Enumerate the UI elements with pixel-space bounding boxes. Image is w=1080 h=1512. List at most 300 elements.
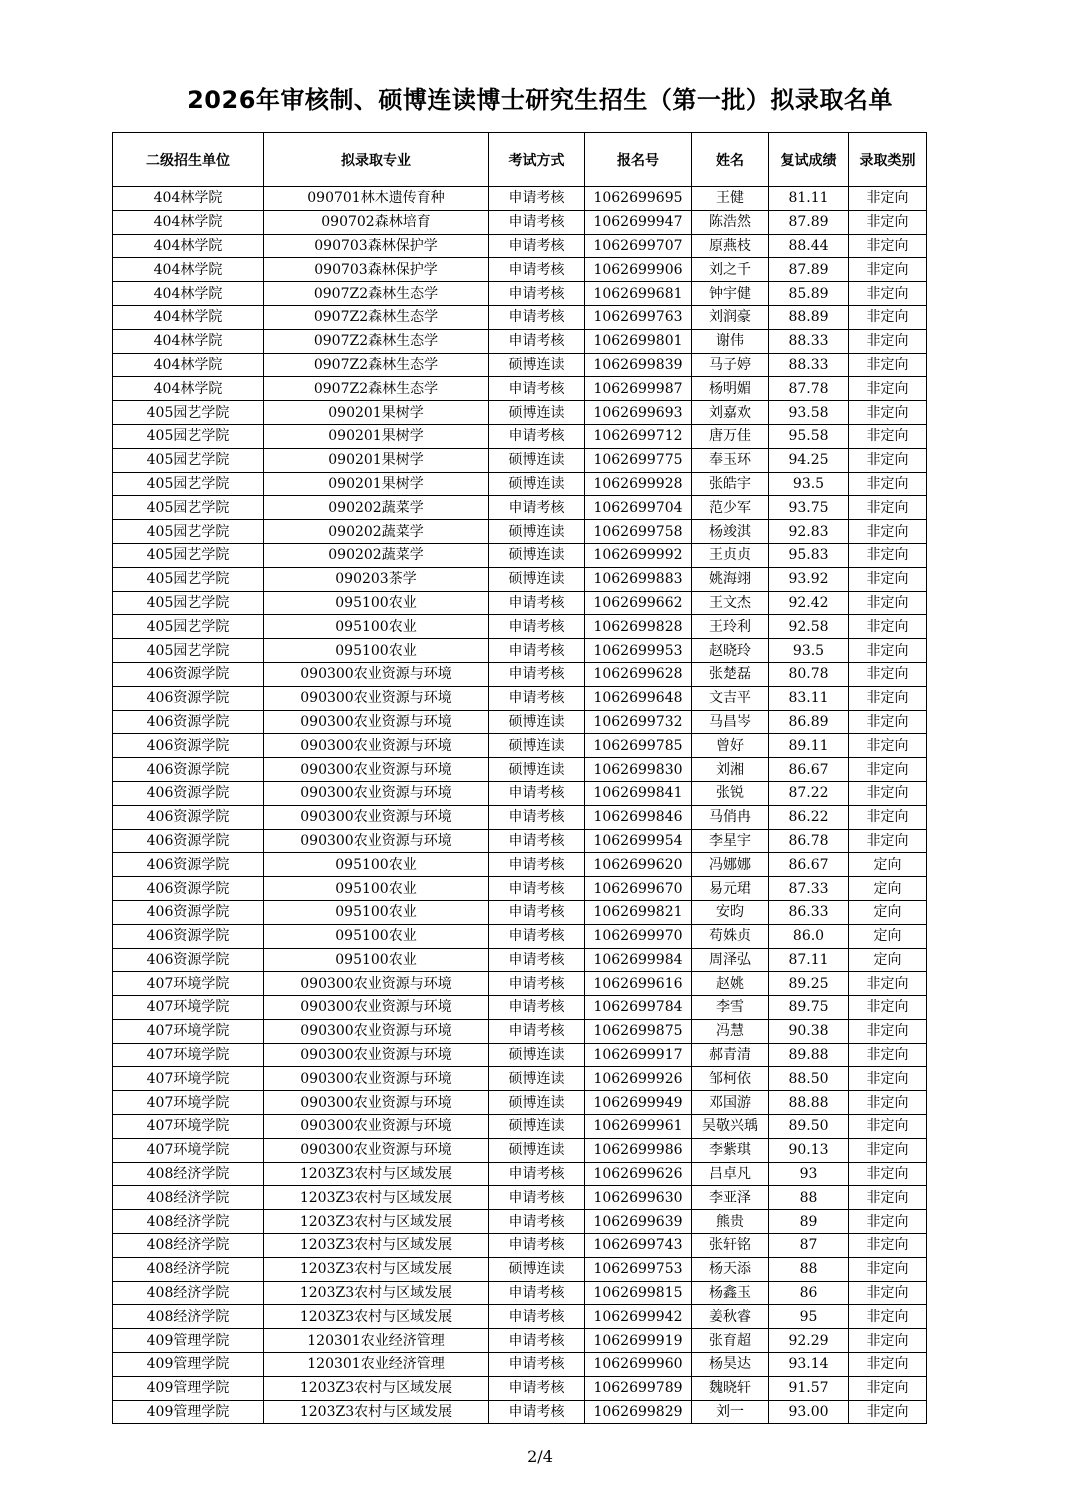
cell-exam-method: 申请考核 xyxy=(489,1400,585,1424)
cell-registration-no: 1062699753 xyxy=(585,1257,692,1281)
cell-category: 非定向 xyxy=(849,1019,927,1043)
cell-exam-method: 申请考核 xyxy=(489,924,585,948)
cell-unit: 407环境学院 xyxy=(113,1138,264,1162)
cell-score: 95.83 xyxy=(769,543,849,567)
table-row xyxy=(113,1234,927,1258)
cell-category: 非定向 xyxy=(849,829,927,853)
cell-name: 马俏冉 xyxy=(692,805,769,829)
cell-score: 88.33 xyxy=(769,353,849,377)
cell-unit: 406资源学院 xyxy=(113,829,264,853)
cell-unit: 405园艺学院 xyxy=(113,639,264,663)
cell-registration-no: 1062699789 xyxy=(585,1376,692,1400)
cell-unit: 404林学院 xyxy=(113,187,264,211)
cell-registration-no: 1062699992 xyxy=(585,543,692,567)
table-body xyxy=(113,187,927,1424)
cell-name: 周泽弘 xyxy=(692,948,769,972)
cell-score: 88.33 xyxy=(769,329,849,353)
cell-registration-no: 1062699785 xyxy=(585,734,692,758)
cell-exam-method: 申请考核 xyxy=(489,1186,585,1210)
cell-major: 090300农业资源与环境 xyxy=(264,758,489,782)
cell-registration-no: 1062699960 xyxy=(585,1353,692,1377)
cell-registration-no: 1062699707 xyxy=(585,234,692,258)
cell-category: 非定向 xyxy=(849,1186,927,1210)
cell-name: 邓国游 xyxy=(692,1091,769,1115)
table-row xyxy=(113,948,927,972)
table-row xyxy=(113,329,927,353)
table-row xyxy=(113,1353,927,1377)
cell-category: 非定向 xyxy=(849,187,927,211)
table-row xyxy=(113,496,927,520)
cell-name: 王贞贞 xyxy=(692,543,769,567)
cell-score: 89.25 xyxy=(769,972,849,996)
cell-category: 定向 xyxy=(849,853,927,877)
cell-unit: 405园艺学院 xyxy=(113,520,264,544)
cell-registration-no: 1062699875 xyxy=(585,1019,692,1043)
cell-major: 090300农业资源与环境 xyxy=(264,1019,489,1043)
cell-unit: 408经济学院 xyxy=(113,1186,264,1210)
cell-registration-no: 1062699954 xyxy=(585,829,692,853)
cell-registration-no: 1062699942 xyxy=(585,1305,692,1329)
cell-unit: 409管理学院 xyxy=(113,1400,264,1424)
cell-registration-no: 1062699821 xyxy=(585,900,692,924)
cell-registration-no: 1062699670 xyxy=(585,877,692,901)
cell-name: 马子婷 xyxy=(692,353,769,377)
cell-exam-method: 申请考核 xyxy=(489,996,585,1020)
cell-major: 0907Z2森林生态学 xyxy=(264,377,489,401)
cell-score: 92.29 xyxy=(769,1329,849,1353)
cell-score: 89 xyxy=(769,1210,849,1234)
cell-registration-no: 1062699681 xyxy=(585,282,692,306)
cell-category: 非定向 xyxy=(849,305,927,329)
cell-exam-method: 申请考核 xyxy=(489,329,585,353)
cell-major: 090203茶学 xyxy=(264,567,489,591)
cell-name: 苟姝贞 xyxy=(692,924,769,948)
cell-unit: 407环境学院 xyxy=(113,1043,264,1067)
cell-category: 非定向 xyxy=(849,520,927,544)
cell-name: 魏晓轩 xyxy=(692,1376,769,1400)
cell-name: 刘嘉欢 xyxy=(692,401,769,425)
cell-score: 93.5 xyxy=(769,472,849,496)
cell-unit: 404林学院 xyxy=(113,329,264,353)
cell-exam-method: 硕博连读 xyxy=(489,472,585,496)
cell-unit: 408经济学院 xyxy=(113,1257,264,1281)
table-row xyxy=(113,1162,927,1186)
cell-name: 杨明媚 xyxy=(692,377,769,401)
cell-score: 87.89 xyxy=(769,210,849,234)
table-row xyxy=(113,1376,927,1400)
cell-major: 1203Z3农村与区域发展 xyxy=(264,1210,489,1234)
header-major: 拟录取专业 xyxy=(264,133,489,187)
cell-name: 冯慧 xyxy=(692,1019,769,1043)
cell-name: 杨天添 xyxy=(692,1257,769,1281)
cell-unit: 405园艺学院 xyxy=(113,424,264,448)
cell-score: 86.22 xyxy=(769,805,849,829)
cell-name: 唐万佳 xyxy=(692,424,769,448)
cell-exam-method: 申请考核 xyxy=(489,234,585,258)
table-row xyxy=(113,187,927,211)
cell-category: 非定向 xyxy=(849,472,927,496)
cell-exam-method: 硕博连读 xyxy=(489,734,585,758)
cell-exam-method: 硕博连读 xyxy=(489,1115,585,1139)
cell-category: 非定向 xyxy=(849,1353,927,1377)
cell-score: 87.89 xyxy=(769,258,849,282)
cell-category: 非定向 xyxy=(849,758,927,782)
cell-exam-method: 申请考核 xyxy=(489,377,585,401)
cell-registration-no: 1062699917 xyxy=(585,1043,692,1067)
cell-name: 王玲利 xyxy=(692,615,769,639)
cell-major: 090701林木遗传育种 xyxy=(264,187,489,211)
cell-exam-method: 硕博连读 xyxy=(489,543,585,567)
cell-score: 93.58 xyxy=(769,401,849,425)
cell-name: 邹柯依 xyxy=(692,1067,769,1091)
cell-unit: 407环境学院 xyxy=(113,1067,264,1091)
cell-name: 张锐 xyxy=(692,781,769,805)
cell-registration-no: 1062699846 xyxy=(585,805,692,829)
cell-name: 原燕枝 xyxy=(692,234,769,258)
cell-name: 安昀 xyxy=(692,900,769,924)
cell-category: 非定向 xyxy=(849,1067,927,1091)
cell-category: 非定向 xyxy=(849,1376,927,1400)
cell-score: 89.50 xyxy=(769,1115,849,1139)
cell-score: 89.75 xyxy=(769,996,849,1020)
cell-unit: 406资源学院 xyxy=(113,686,264,710)
cell-registration-no: 1062699949 xyxy=(585,1091,692,1115)
cell-score: 93 xyxy=(769,1162,849,1186)
cell-unit: 407环境学院 xyxy=(113,1091,264,1115)
header-category: 录取类别 xyxy=(849,133,927,187)
cell-category: 定向 xyxy=(849,877,927,901)
table-row xyxy=(113,1091,927,1115)
cell-unit: 407环境学院 xyxy=(113,1115,264,1139)
cell-major: 090300农业资源与环境 xyxy=(264,1138,489,1162)
table-row xyxy=(113,710,927,734)
cell-score: 93.14 xyxy=(769,1353,849,1377)
cell-category: 非定向 xyxy=(849,258,927,282)
cell-score: 93.92 xyxy=(769,567,849,591)
cell-exam-method: 申请考核 xyxy=(489,781,585,805)
cell-score: 83.11 xyxy=(769,686,849,710)
cell-unit: 405园艺学院 xyxy=(113,591,264,615)
cell-name: 吕卓凡 xyxy=(692,1162,769,1186)
cell-registration-no: 1062699906 xyxy=(585,258,692,282)
cell-major: 095100农业 xyxy=(264,615,489,639)
cell-name: 李亚泽 xyxy=(692,1186,769,1210)
cell-unit: 404林学院 xyxy=(113,377,264,401)
cell-exam-method: 硕博连读 xyxy=(489,1138,585,1162)
cell-score: 93.00 xyxy=(769,1400,849,1424)
cell-exam-method: 申请考核 xyxy=(489,258,585,282)
cell-unit: 406资源学院 xyxy=(113,853,264,877)
cell-major: 090300农业资源与环境 xyxy=(264,1091,489,1115)
cell-major: 090201果树学 xyxy=(264,424,489,448)
cell-score: 81.11 xyxy=(769,187,849,211)
cell-exam-method: 申请考核 xyxy=(489,187,585,211)
cell-score: 87.78 xyxy=(769,377,849,401)
cell-score: 90.38 xyxy=(769,1019,849,1043)
cell-score: 92.83 xyxy=(769,520,849,544)
cell-registration-no: 1062699704 xyxy=(585,496,692,520)
cell-exam-method: 申请考核 xyxy=(489,1281,585,1305)
cell-registration-no: 1062699829 xyxy=(585,1400,692,1424)
cell-unit: 404林学院 xyxy=(113,353,264,377)
cell-major: 090300农业资源与环境 xyxy=(264,686,489,710)
cell-major: 090202蔬菜学 xyxy=(264,496,489,520)
table-row xyxy=(113,924,927,948)
table-row xyxy=(113,734,927,758)
cell-major: 095100农业 xyxy=(264,591,489,615)
cell-category: 非定向 xyxy=(849,1305,927,1329)
cell-name: 谢伟 xyxy=(692,329,769,353)
cell-exam-method: 申请考核 xyxy=(489,615,585,639)
table-row xyxy=(113,210,927,234)
cell-exam-method: 硕博连读 xyxy=(489,353,585,377)
table-row xyxy=(113,1115,927,1139)
cell-registration-no: 1062699639 xyxy=(585,1210,692,1234)
cell-category: 非定向 xyxy=(849,805,927,829)
cell-category: 非定向 xyxy=(849,972,927,996)
cell-score: 90.13 xyxy=(769,1138,849,1162)
cell-name: 奉玉环 xyxy=(692,448,769,472)
cell-name: 姚海翊 xyxy=(692,567,769,591)
table-row xyxy=(113,1329,927,1353)
cell-name: 姜秋睿 xyxy=(692,1305,769,1329)
table-row xyxy=(113,353,927,377)
cell-category: 非定向 xyxy=(849,567,927,591)
cell-category: 定向 xyxy=(849,948,927,972)
cell-registration-no: 1062699743 xyxy=(585,1234,692,1258)
cell-category: 非定向 xyxy=(849,377,927,401)
table-row xyxy=(113,877,927,901)
cell-category: 非定向 xyxy=(849,1257,927,1281)
cell-unit: 404林学院 xyxy=(113,305,264,329)
cell-category: 非定向 xyxy=(849,591,927,615)
cell-major: 095100农业 xyxy=(264,924,489,948)
cell-category: 非定向 xyxy=(849,496,927,520)
cell-score: 86.67 xyxy=(769,758,849,782)
cell-registration-no: 1062699986 xyxy=(585,1138,692,1162)
cell-exam-method: 申请考核 xyxy=(489,853,585,877)
cell-registration-no: 1062699841 xyxy=(585,781,692,805)
cell-registration-no: 1062699987 xyxy=(585,377,692,401)
cell-category: 非定向 xyxy=(849,1329,927,1353)
cell-exam-method: 硕博连读 xyxy=(489,1067,585,1091)
cell-category: 非定向 xyxy=(849,996,927,1020)
cell-score: 87.22 xyxy=(769,781,849,805)
cell-major: 090202蔬菜学 xyxy=(264,543,489,567)
table-row xyxy=(113,1067,927,1091)
cell-category: 非定向 xyxy=(849,781,927,805)
cell-exam-method: 申请考核 xyxy=(489,210,585,234)
cell-score: 88.88 xyxy=(769,1091,849,1115)
table-row xyxy=(113,781,927,805)
table-row xyxy=(113,1210,927,1234)
document-title: 2026年审核制、硕博连读博士研究生招生（第一批）拟录取名单 xyxy=(187,86,893,114)
cell-major: 1203Z3农村与区域发展 xyxy=(264,1186,489,1210)
cell-major: 120301农业经济管理 xyxy=(264,1353,489,1377)
cell-exam-method: 申请考核 xyxy=(489,1019,585,1043)
cell-registration-no: 1062699712 xyxy=(585,424,692,448)
cell-score: 93.75 xyxy=(769,496,849,520)
cell-score: 87 xyxy=(769,1234,849,1258)
cell-registration-no: 1062699630 xyxy=(585,1186,692,1210)
cell-exam-method: 申请考核 xyxy=(489,591,585,615)
cell-exam-method: 硕博连读 xyxy=(489,1043,585,1067)
cell-exam-method: 申请考核 xyxy=(489,639,585,663)
cell-registration-no: 1062699620 xyxy=(585,853,692,877)
cell-exam-method: 申请考核 xyxy=(489,1353,585,1377)
cell-category: 非定向 xyxy=(849,1281,927,1305)
cell-score: 95.58 xyxy=(769,424,849,448)
cell-unit: 405园艺学院 xyxy=(113,401,264,425)
cell-name: 冯娜娜 xyxy=(692,853,769,877)
table-row xyxy=(113,972,927,996)
cell-major: 095100农业 xyxy=(264,900,489,924)
cell-category: 非定向 xyxy=(849,710,927,734)
cell-registration-no: 1062699953 xyxy=(585,639,692,663)
table-row xyxy=(113,1257,927,1281)
cell-major: 1203Z3农村与区域发展 xyxy=(264,1281,489,1305)
cell-unit: 408经济学院 xyxy=(113,1162,264,1186)
cell-name: 张楚磊 xyxy=(692,662,769,686)
cell-unit: 404林学院 xyxy=(113,258,264,282)
cell-major: 090300农业资源与环境 xyxy=(264,829,489,853)
cell-registration-no: 1062699919 xyxy=(585,1329,692,1353)
cell-exam-method: 申请考核 xyxy=(489,1329,585,1353)
cell-registration-no: 1062699984 xyxy=(585,948,692,972)
cell-major: 095100农业 xyxy=(264,877,489,901)
cell-name: 赵晓玲 xyxy=(692,639,769,663)
cell-name: 李紫琪 xyxy=(692,1138,769,1162)
cell-major: 090300农业资源与环境 xyxy=(264,1115,489,1139)
cell-name: 刘润豪 xyxy=(692,305,769,329)
table-row xyxy=(113,543,927,567)
cell-exam-method: 硕博连读 xyxy=(489,448,585,472)
cell-major: 120301农业经济管理 xyxy=(264,1329,489,1353)
cell-major: 1203Z3农村与区域发展 xyxy=(264,1305,489,1329)
cell-unit: 405园艺学院 xyxy=(113,543,264,567)
cell-major: 090300农业资源与环境 xyxy=(264,734,489,758)
cell-category: 非定向 xyxy=(849,210,927,234)
table-row xyxy=(113,1186,927,1210)
header-score: 复试成绩 xyxy=(769,133,849,187)
cell-score: 88 xyxy=(769,1257,849,1281)
cell-registration-no: 1062699970 xyxy=(585,924,692,948)
table-row xyxy=(113,1138,927,1162)
cell-registration-no: 1062699732 xyxy=(585,710,692,734)
cell-name: 陈浩然 xyxy=(692,210,769,234)
table-row xyxy=(113,758,927,782)
cell-major: 0907Z2森林生态学 xyxy=(264,305,489,329)
cell-major: 090300农业资源与环境 xyxy=(264,710,489,734)
cell-score: 89.88 xyxy=(769,1043,849,1067)
table-row xyxy=(113,258,927,282)
cell-major: 090702森林培育 xyxy=(264,210,489,234)
cell-registration-no: 1062699784 xyxy=(585,996,692,1020)
table-row xyxy=(113,829,927,853)
table-row xyxy=(113,1281,927,1305)
table-row xyxy=(113,520,927,544)
cell-major: 090703森林保护学 xyxy=(264,258,489,282)
table-row xyxy=(113,448,927,472)
cell-category: 非定向 xyxy=(849,615,927,639)
cell-name: 曾好 xyxy=(692,734,769,758)
cell-category: 非定向 xyxy=(849,639,927,663)
cell-exam-method: 申请考核 xyxy=(489,900,585,924)
cell-name: 王健 xyxy=(692,187,769,211)
cell-name: 文吉平 xyxy=(692,686,769,710)
cell-score: 85.89 xyxy=(769,282,849,306)
cell-unit: 406资源学院 xyxy=(113,758,264,782)
cell-major: 090201果树学 xyxy=(264,448,489,472)
cell-registration-no: 1062699839 xyxy=(585,353,692,377)
cell-score: 88 xyxy=(769,1186,849,1210)
cell-major: 0907Z2森林生态学 xyxy=(264,353,489,377)
cell-category: 非定向 xyxy=(849,401,927,425)
table-row xyxy=(113,305,927,329)
cell-major: 0907Z2森林生态学 xyxy=(264,329,489,353)
cell-unit: 404林学院 xyxy=(113,234,264,258)
cell-name: 熊贵 xyxy=(692,1210,769,1234)
cell-score: 87.33 xyxy=(769,877,849,901)
cell-score: 86.78 xyxy=(769,829,849,853)
cell-unit: 407环境学院 xyxy=(113,1019,264,1043)
cell-unit: 405园艺学院 xyxy=(113,567,264,591)
header-exam-method: 考试方式 xyxy=(489,133,585,187)
table-row xyxy=(113,401,927,425)
table-row xyxy=(113,1043,927,1067)
cell-registration-no: 1062699830 xyxy=(585,758,692,782)
cell-name: 张皓宇 xyxy=(692,472,769,496)
cell-registration-no: 1062699763 xyxy=(585,305,692,329)
table-row xyxy=(113,686,927,710)
cell-category: 非定向 xyxy=(849,1138,927,1162)
cell-name: 刘之千 xyxy=(692,258,769,282)
cell-major: 1203Z3农村与区域发展 xyxy=(264,1162,489,1186)
cell-major: 090202蔬菜学 xyxy=(264,520,489,544)
cell-major: 095100农业 xyxy=(264,853,489,877)
cell-name: 李星宇 xyxy=(692,829,769,853)
cell-major: 090703森林保护学 xyxy=(264,234,489,258)
cell-category: 非定向 xyxy=(849,734,927,758)
cell-score: 91.57 xyxy=(769,1376,849,1400)
cell-major: 090300农业资源与环境 xyxy=(264,805,489,829)
cell-major: 090201果树学 xyxy=(264,472,489,496)
cell-unit: 406资源学院 xyxy=(113,734,264,758)
cell-exam-method: 申请考核 xyxy=(489,1376,585,1400)
cell-exam-method: 申请考核 xyxy=(489,805,585,829)
cell-exam-method: 申请考核 xyxy=(489,282,585,306)
cell-name: 张轩铭 xyxy=(692,1234,769,1258)
cell-major: 090300农业资源与环境 xyxy=(264,996,489,1020)
header-registration-no: 报名号 xyxy=(585,133,692,187)
cell-name: 李雪 xyxy=(692,996,769,1020)
cell-exam-method: 申请考核 xyxy=(489,1162,585,1186)
cell-score: 80.78 xyxy=(769,662,849,686)
table-row xyxy=(113,639,927,663)
cell-exam-method: 申请考核 xyxy=(489,1210,585,1234)
cell-unit: 406资源学院 xyxy=(113,662,264,686)
cell-name: 吴敬兴瑀 xyxy=(692,1115,769,1139)
cell-registration-no: 1062699628 xyxy=(585,662,692,686)
cell-exam-method: 申请考核 xyxy=(489,948,585,972)
cell-registration-no: 1062699758 xyxy=(585,520,692,544)
cell-unit: 405园艺学院 xyxy=(113,615,264,639)
cell-name: 刘一 xyxy=(692,1400,769,1424)
cell-unit: 406资源学院 xyxy=(113,805,264,829)
table-row xyxy=(113,424,927,448)
cell-score: 88.50 xyxy=(769,1067,849,1091)
cell-category: 非定向 xyxy=(849,282,927,306)
